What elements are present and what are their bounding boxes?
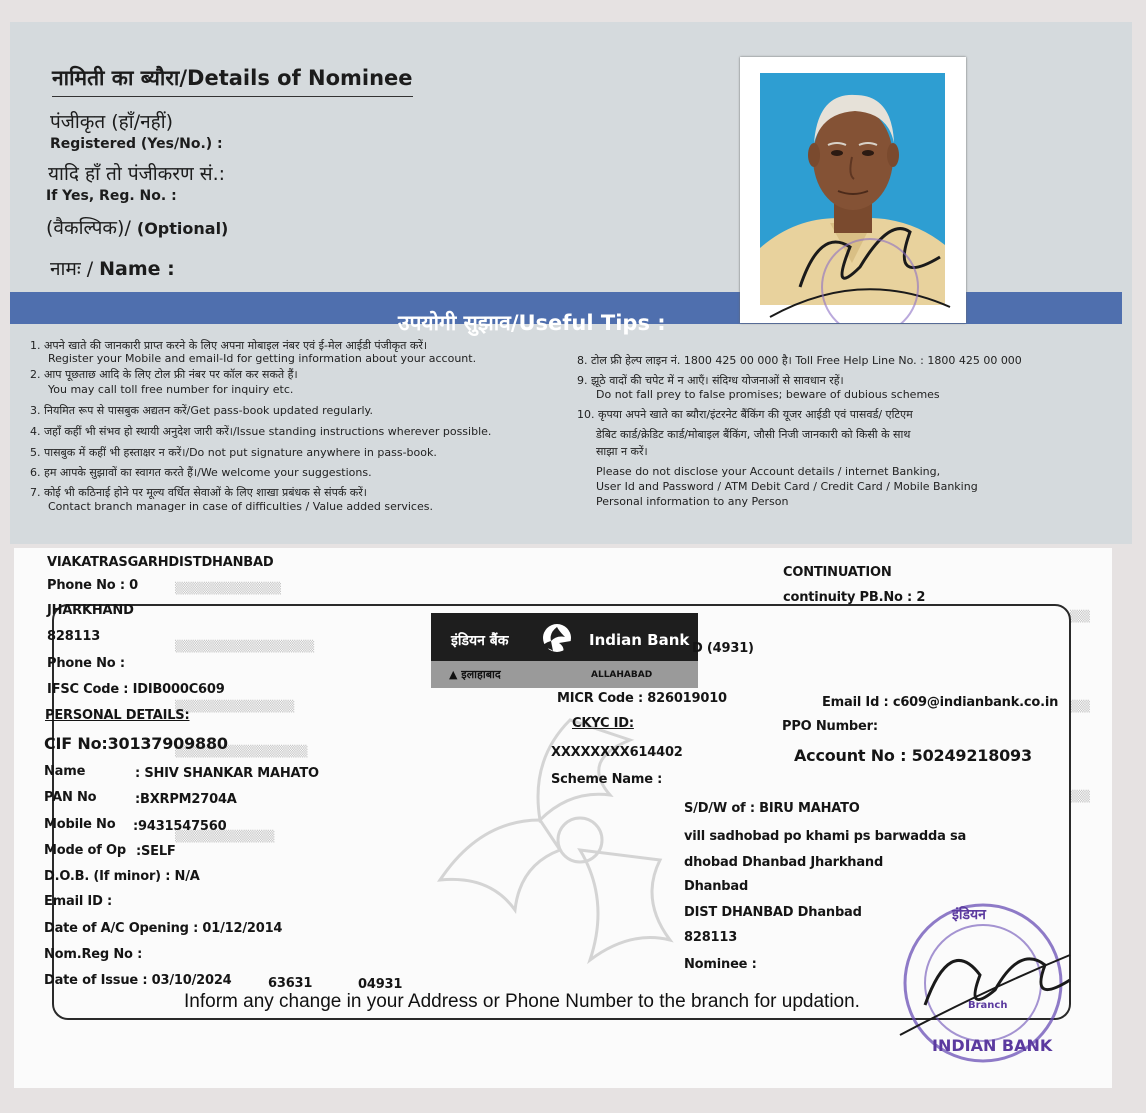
field-label-mode: Mode of Op (44, 843, 126, 858)
personal-details-heading: PERSONAL DETAILS: (45, 708, 190, 723)
address-line1: VIAKATRASGARHDISTDHANBAD (47, 555, 274, 570)
ghost-text: ▒▒▒▒▒▒▒▒▒▒▒▒▒▒▒ (175, 830, 275, 843)
name-hi: नामः (50, 258, 81, 280)
issue-date: Date of Issue : 03/10/2024 (44, 973, 232, 988)
tip-1-en: Register your Mobile and email-Id for getting information about your account. (48, 352, 477, 365)
nominee-title-en: Details of Nominee (187, 66, 413, 90)
tips-title-hi: उपयोगी सुझाव (398, 311, 511, 335)
phone-zero: Phone No : 0 (47, 578, 139, 593)
tip-10-l2: डेबिट कार्ड/क्रेडिट कार्ड/मोबाइल बैंकिंग, जौसी निजी जानकारी को किसी के साथ (596, 428, 911, 441)
issue-code-1: 63631 (268, 976, 313, 991)
ckyc-label: CKYC ID: (572, 716, 634, 731)
tip-2-hi: 2. आप पूछताछ आदि के लिए टोल फ्री नंबर पर कॉल कर सकते हैं। (30, 368, 298, 381)
ckyc-value: XXXXXXXX614402 (551, 745, 683, 760)
tip-8: 8. टोल फ्री हेल्प लाइन नं. 1800 425 00 000 है। Toll Free Help Line No. : 1800 425 00 000 (577, 354, 1022, 367)
bank-sub-hi-text: इलाहाबाद (461, 668, 501, 681)
tip-10-l5: User Id and Password / ATM Debit Card / Credit Card / Mobile Banking (596, 480, 978, 493)
tip-10-l4: Please do not disclose your Account details / internet Banking, (596, 465, 941, 478)
tip-5: 5. पासबुक में कहीं भी हस्ताक्षर न करें।/Do not put signature anywhere in pass-book. (30, 446, 437, 459)
field-label-name: Name (44, 764, 86, 779)
bank-sub-en: ALLAHABAD (591, 670, 653, 680)
tip-10-l1: 10. कृपया अपने खाते का ब्यौरा/इंटरनेट बैंकिंग की यूजर आईडी एवं पासवर्ड/ एटिएम (577, 408, 913, 421)
relation-pin: 828113 (684, 930, 738, 945)
sdw-of: S/D/W of : BIRU MAHATO (684, 801, 860, 816)
tip-1-hi: 1. अपने खाते की जानकारी प्राप्त करने के लिए अपना मोबाइल नंबर एवं ई-मेल आईडी पंजीकृत करें। (30, 339, 428, 352)
dob-field: D.O.B. (If minor) : N/A (44, 869, 200, 884)
tips-title-en: Useful Tips : (518, 311, 666, 335)
bank-email: Email Id : c609@indianbank.co.in (822, 695, 1059, 710)
nominee-title: नामिती का ब्यौरा/Details of Nominee (52, 64, 413, 97)
field-value-pan: :BXRPM2704A (135, 792, 237, 807)
indian-bank-logo (431, 613, 698, 688)
field-label-pan: PAN No (44, 790, 97, 805)
name-label: नामः / Name : (50, 258, 175, 280)
footer-note: Inform any change in your Address or Phone Number to the branch for updation. (184, 991, 860, 1012)
tip-4: 4. जहाँ कहीं भी संभव हो स्थायी अनुदेश जारी करें।/Issue standing instructions wherever possible. (30, 425, 492, 438)
ghost-text: ▒▒▒ (1070, 790, 1090, 803)
ghost-text: ▒▒▒ (1070, 700, 1090, 713)
ghost-text: ▒▒▒ (1070, 610, 1090, 623)
field-label-mobile: Mobile No (44, 817, 116, 832)
tip-3: 3. नियमित रूप से पासबुक अद्यतन करें/Get pass-book updated regularly. (30, 404, 373, 417)
optional-hi: (वैकल्पिक) (46, 217, 125, 239)
continuity-pb-no: continuity PB.No : 2 (783, 590, 926, 605)
ghost-text: ▒▒▒▒▒▒▒▒▒▒▒▒▒▒▒▒ (175, 582, 281, 595)
branch-code: D (4931) (692, 641, 754, 656)
stamp-text-hi: इंडियन (952, 907, 986, 923)
ghost-text: ▒▒▒▒▒▒▒▒▒▒▒▒▒▒▒▒▒▒▒▒ (175, 745, 308, 758)
passport-photo (740, 57, 966, 323)
regno-hi: यादि हाँ तो पंजीकरण सं.: (48, 163, 226, 185)
ifsc-code: IFSC Code : IDIB000C609 (47, 682, 225, 697)
ghost-text: ▒▒▒▒▒▒▒▒▒▒▒▒▒▒▒▒▒▒ (175, 700, 295, 713)
scheme-name: Scheme Name : (551, 772, 663, 787)
tip-2-en: You may call toll free number for inquiry etc. (48, 383, 294, 396)
tip-10-l6: Personal information to any Person (596, 495, 789, 508)
bank-sub-hi: ▲ इलाहाबाद (449, 668, 501, 681)
regno-en: If Yes, Reg. No. : (46, 188, 177, 204)
bank-logo-icon (535, 621, 579, 655)
tip-7-en: Contact branch manager in case of difficulties / Value added services. (48, 500, 433, 513)
tip-10-l3: साझा न करें। (596, 445, 648, 458)
address-state: JHARKHAND (47, 603, 134, 618)
nominee-title-hi: नामिती का ब्यौरा (52, 66, 180, 90)
account-number: Account No : 50249218093 (794, 746, 1032, 765)
useful-tips-title: उपयोगी सुझाव/Useful Tips : (398, 311, 666, 335)
stamp-text-en: INDIAN BANK (932, 1036, 1053, 1055)
field-value-name: : SHIV SHANKAR MAHATO (135, 766, 319, 781)
field-value-mobile: :9431547560 (133, 819, 227, 834)
address-pin: 828113 (47, 629, 101, 644)
field-value-mode: :SELF (136, 844, 176, 859)
nom-reg-no: Nom.Reg No : (44, 947, 143, 962)
micr-code: MICR Code : 826019010 (557, 691, 727, 706)
registered-en: Registered (Yes/No.) : (50, 136, 223, 152)
tip-9-en: Do not fall prey to false promises; beware of dubious schemes (596, 388, 940, 401)
relation-addr-1: vill sadhobad po khami ps barwadda sa (684, 829, 967, 844)
tip-6: 6. हम आपके सुझावों का स्वागत करते हैं।/We welcome your suggestions. (30, 466, 372, 479)
phone-label: Phone No : (47, 656, 125, 671)
bank-name-en: Indian Bank (589, 631, 690, 649)
stamp-text-branch: Branch (968, 1000, 1008, 1011)
relation-nominee: Nominee : (684, 957, 757, 972)
photo-signature (740, 57, 966, 323)
relation-addr-2: dhobad Dhanbad Jharkhand (684, 855, 884, 870)
bank-name-hi: इंडियन बैंक (451, 633, 509, 649)
cif-number: CIF No:30137909880 (44, 734, 228, 753)
ghost-text: ▒▒▒▒▒▒▒▒▒▒▒▒▒▒▒▒▒▒▒▒▒ (175, 640, 315, 653)
name-en: Name : (99, 258, 175, 280)
optional-en: (Optional) (136, 219, 229, 238)
email-field: Email ID : (44, 894, 112, 909)
registered-hi: पंजीकृत (हाँ/नहीं) (50, 111, 174, 133)
continuation-label: CONTINUATION (783, 565, 892, 580)
ppo-number: PPO Number: (782, 719, 878, 734)
tip-9-hi: 9. झूठे वादों की चपेट में न आएँ। संदिग्ध योजनाओं से सावधान रहें। (577, 374, 844, 387)
relation-addr-3: Dhanbad (684, 879, 749, 894)
tip-7-hi: 7. कोई भी कठिनाई होने पर मूल्य वर्धित सेवाओं के लिए शाखा प्रबंधक से संपर्क करें। (30, 486, 367, 499)
opening-date: Date of A/C Opening : 01/12/2014 (44, 921, 283, 936)
issue-code-2: 04931 (358, 977, 403, 992)
relation-addr-4: DIST DHANBAD Dhanbad (684, 905, 862, 920)
optional-label: (वैकल्पिक)/ (Optional) (46, 217, 229, 239)
